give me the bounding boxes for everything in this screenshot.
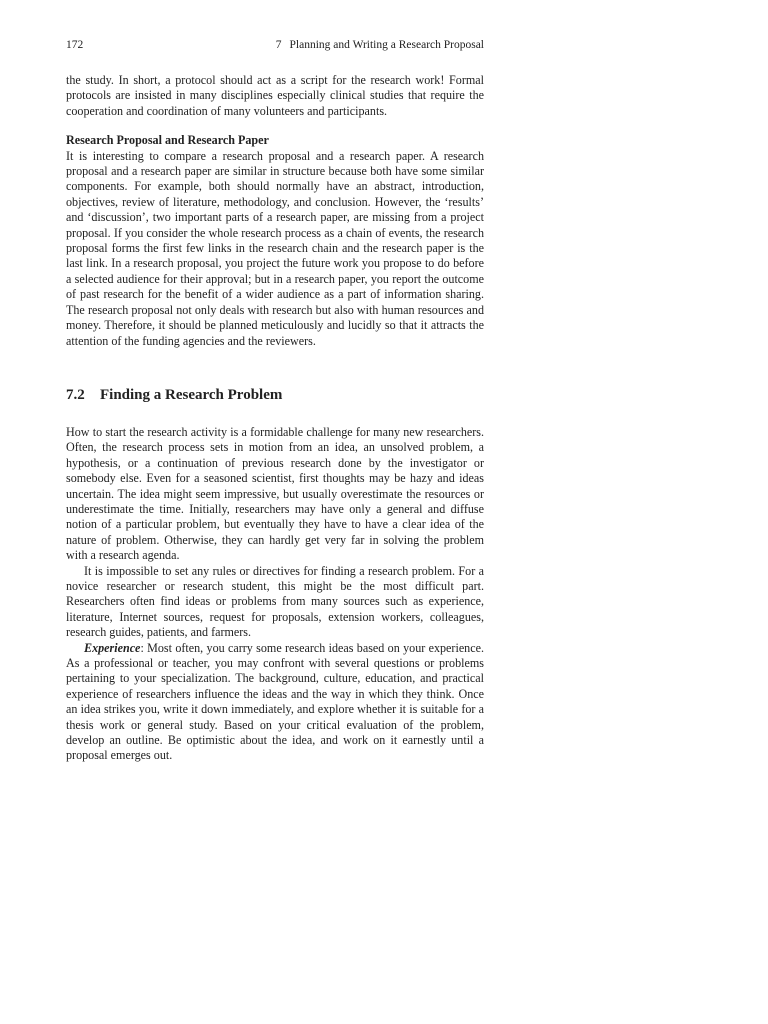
running-title [276, 38, 484, 52]
experience-text: : Most often, you carry some research ideas based on your experience. As a professional or teacher, you may confront with several questions or problems pertaining to your specialization. The background, culture, education, and practical experience of researchers influence the ideas and the way in which they think. Once an idea strikes you, write it down immediately, and explore whether it is suitable for a thesis work or general study. Based on your critical evaluation of the problem, develop an outline. Be optimistic about the idea, and work on it earnestly until a proposal emerges out. [66, 640, 484, 763]
book-page [66, 38, 484, 764]
section-paragraph-2: It is impossible to set any rules or directives for finding a research problem. For a novice researcher or research student, this might be the most difficult part. Researchers often find ideas or problems from many sources such as experience, literature, Internet sources, request for proposals, extension workers, colleagues, research guides, patients, and farmers. [66, 563, 484, 640]
chapter-number: 7 [275, 39, 282, 51]
running-header [66, 38, 484, 52]
section-paragraph-1: How to start the research activity is a formidable challenge for many new researchers. Often, the research process sets in motion from an idea, an unsolved problem, a hypothesis, or a continuation of previous research done by the investigator or somebody else. Even for a seasoned scientist, first thoughts may be hazy and ideas uncertain. The idea might seem impressive, but usually overestimate the resources or underestimate the time. Initially, researchers may have only a general and diffuse notion of a particular problem, but eventually they have to have a clear idea of the nature of problem. Otherwise, they can hardly get very far in solving the problem with a research agenda. [66, 424, 484, 563]
subsection-title: Research Proposal and Research Paper [66, 133, 269, 148]
chapter-title: Planning and Writing a Research Proposal [289, 39, 484, 51]
section-heading [66, 386, 484, 404]
experience-paragraph [66, 641, 484, 764]
experience-lead: Experience [84, 640, 141, 655]
page-number: 172 [66, 39, 84, 51]
subsection-paragraph: It is interesting to compare a research proposal and a research paper. A research proposal and a research paper are similar in structure because both have some similar components. For example, both should normally have an abstract, introduction, objectives, review of literature, methodology, and conclusion. However, the ‘results’ and ‘discussion’, two important parts of a research paper, are missing from a project proposal. If you consider the whole research process as a chain of events, the research proposal forms the first few links in the research chain and the research paper is the last link. In a research proposal, you project the future work you propose to do before a selected audience for their approval; but in a research paper, you report the outcome of past research for the benefit of a wider audience as a part of information sharing. The research proposal not only deals with research but also with human resources and money. Therefore, it should be planned meticulously and lucidly so that it attracts the attention of the funding agencies and the reviewers. [66, 148, 484, 348]
section-title: Finding a Research Problem [100, 386, 283, 403]
intro-paragraph: the study. In short, a protocol should act as a script for the research work! Formal protocols are insisted in many disciplines especially clinical studies that require the cooperation and coordination of many volunteers and participants. [66, 73, 484, 118]
section-number: 7.2 [66, 386, 85, 403]
